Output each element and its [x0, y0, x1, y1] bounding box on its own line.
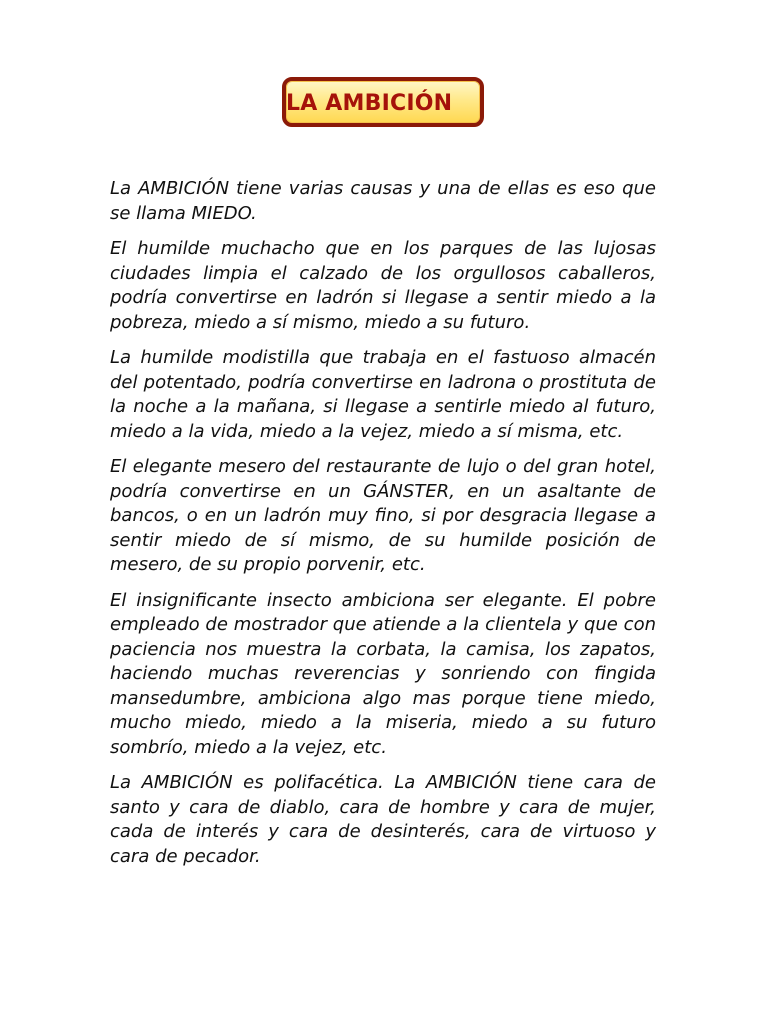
paragraph: El insignificante insecto ambiciona ser elegante. El pobre empleado de mostrador que atiende a la clientela y que con paciencia nos muestra la corbata, la camisa, los zapatos, haciendo muchas reverencias y sonriendo con fingida mansedumbre, ambiciona algo mas porque tiene miedo, mucho miedo, miedo a la miseria, miedo a su futuro sombrío, miedo a la vejez, etc. [110, 589, 656, 758]
paragraph: La humilde modistilla que trabaja en el fastuoso almacén del potentado, podría convertirse en ladrona o prostituta de la noche a la mañana, si llegase a sentirle miedo al futuro, miedo a la vida, miedo a la vejez, miedo a sí misma, etc. [110, 347, 656, 442]
title-banner [282, 77, 484, 127]
page-title: LA AMBICIÓN [286, 91, 453, 116]
paragraph: El elegante mesero del restaurante de lujo o del gran hotel, podría convertirse en un GÁNSTER, en un asaltante de bancos, o en un ladrón muy fino, si por desgracia llegase a sentir miedo de sí mismo, de su humilde posición de mesero, de su propio porvenir, etc. [110, 456, 656, 575]
paragraph: La AMBICIÓN es polifacética. La AMBICIÓN tiene cara de santo y cara de diablo, cara de hombre y cara de mujer, cada de interés y cara de desinterés, cara de virtuoso y cara de pecador. [110, 772, 656, 867]
paragraph: El humilde muchacho que en los parques de las lujosas ciudades limpia el calzado de los orgullosos caballeros, podría convertirse en ladrón si llegase a sentir miedo a la pobreza, miedo a sí mismo, miedo a su futuro. [110, 238, 656, 333]
paragraph: La AMBICIÓN tiene varias causas y una de ellas es eso que se llama MIEDO. [110, 178, 656, 224]
document-body [110, 177, 656, 880]
